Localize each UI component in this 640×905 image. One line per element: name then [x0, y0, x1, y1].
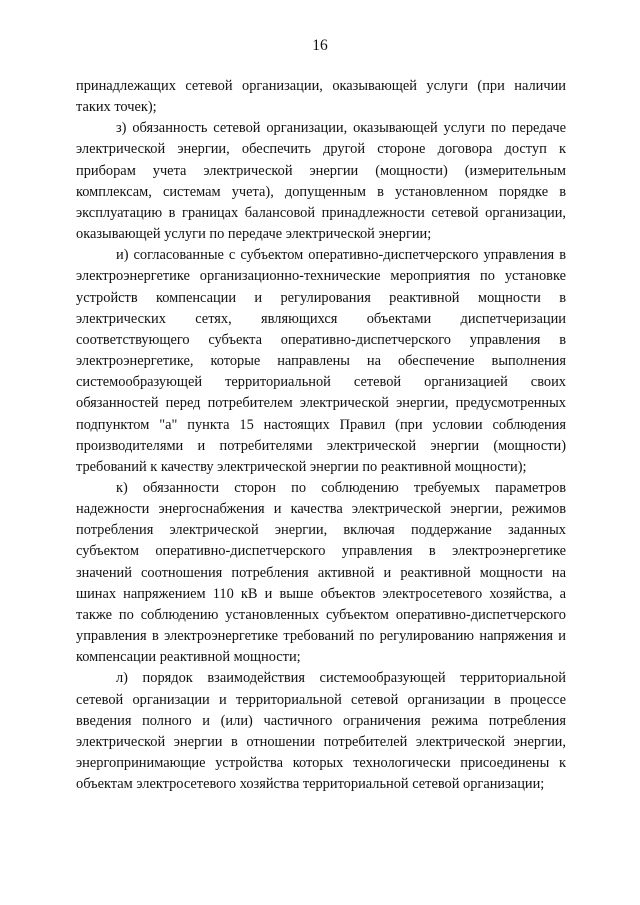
paragraph-i: и) согласованные с субъектом оперативно-диспетчерского управления в электроэнергетике организационно-технические мероприятия по установке устройств компенсации и регулирования реактивной мощности в электрических сетях, являющихся объектами диспетчеризации соответствующего субъекта оперативно-диспетчерского управления в электроэнергетике, которые направлены на обеспечение выполнения системообразующей территориальной сетевой организацией своих обязанностей перед потребителем электрической энергии, предусмотренных подпунктом "а" пункта 15 настоящих Правил (при условии соблюдения производителями и потребителями электрической энергии (мощности) требований к качеству электрической энергии по реактивной мощности);: [76, 247, 566, 475]
page-number: 16: [312, 37, 328, 54]
paragraph-l: л) порядок взаимодействия системообразующей территориальной сетевой организации и территориальной сетевой организации в процессе введения полного и (или) частичного ограничения режима потребления электрической энергии в отношении потребителей электрической энергии, энергопринимающие устройства которых технологически присоединены к объектам электросетевого хозяйства территориальной сетевой организации;: [76, 670, 566, 793]
paragraph-z: з) обязанность сетевой организации, оказывающей услуги по передаче электрической энергии, обеспечить другой стороне договора доступ к приборам учета электрической энергии (мощности) (измерительным комплексам, системам учета), допущенным в установленном порядке в эксплуатацию в границах балансовой принадлежности сетевой организации, оказывающей услуги по передаче электрической энергии;: [76, 120, 566, 243]
document-body: [76, 76, 566, 795]
paragraph-continuation: принадлежащих сетевой организации, оказывающей услуги (при наличии таких точек);: [76, 78, 566, 116]
paragraph-k: к) обязанности сторон по соблюдению требуемых параметров надежности энергоснабжения и качества электрической энергии, режимов потребления электрической энергии, включая поддержание заданных субъектом оперативно-диспетчерского управления в электроэнергетике значений соотношения потребления активной и реактивной мощности на шинах напряжением 110 кВ и выше объектов электросетевого хозяйства, а также по соблюдению установленных субъектом оперативно-диспетчерского управления в электроэнергетике требований по регулированию напряжения и компенсации реактивной мощности;: [76, 479, 566, 666]
